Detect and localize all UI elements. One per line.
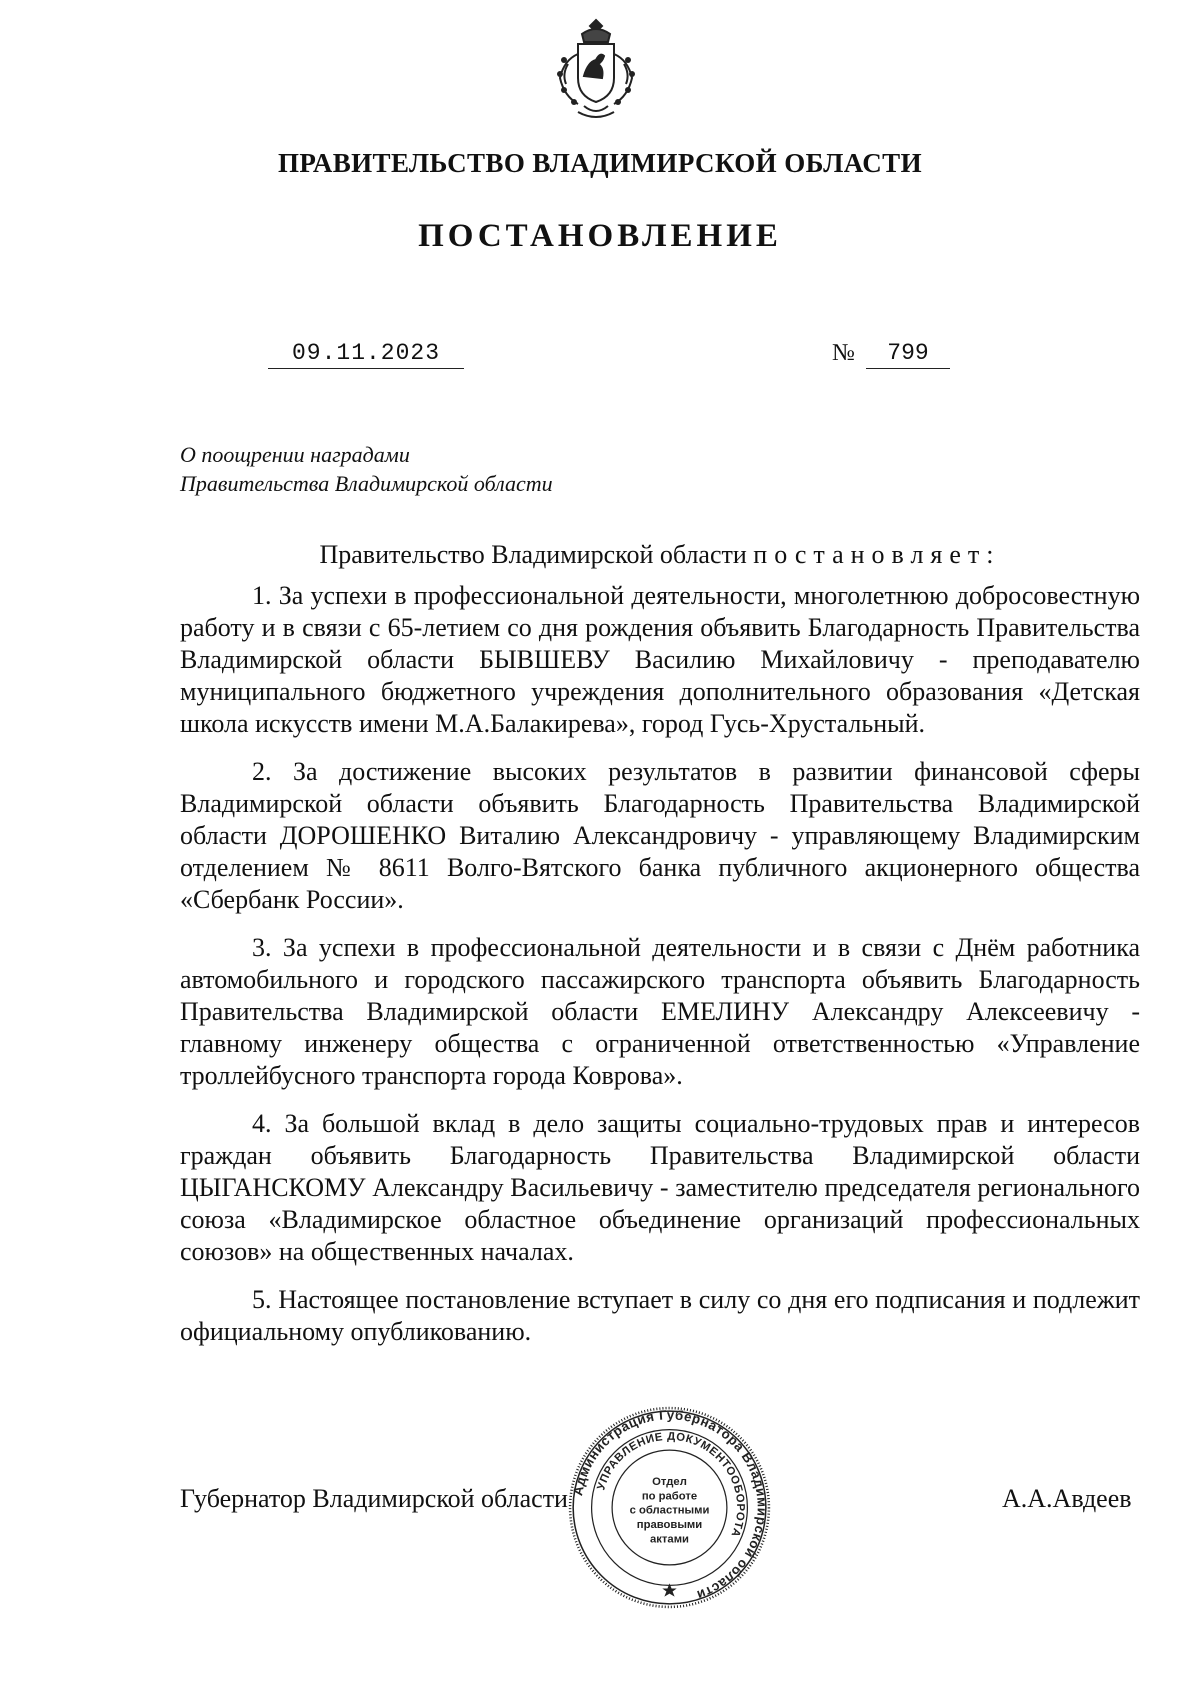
- paragraph-5: 5. Настоящее постановление вступает в силу со дня его подписания и подлежит официальному опубликованию.: [180, 1285, 1140, 1346]
- stamp-outer-text: Администрация Губернатора Владимирской области: [570, 1407, 770, 1604]
- signer-title: Губернатор Владимирской области: [180, 1484, 568, 1513]
- paragraph-3: 3. За успехи в профессиональной деятельности и в связи с Днём работника автомобильного и городского пассажирского транспорта объявить Благодарность Правительства Владимирской области ЕМЕЛИНУ Александру Алексеевичу - главному инженеру общества с ограниченной ответственностью «Управление троллейбусного транспорта города Коврова».: [180, 933, 1140, 1090]
- intro-lead: Правительство Владимирской области: [319, 540, 754, 569]
- stamp-center-line-4: правовыми: [636, 1519, 703, 1531]
- document-type-title: ПОСТАНОВЛЕНИЕ: [418, 218, 782, 254]
- stamp-center-line-2: по работе: [641, 1490, 698, 1503]
- stamp-inner-text: УПРАВЛЕНИЕ ДОКУМЕНТООБОРОТА: [595, 1430, 747, 1539]
- document-date: 09.11.2023: [268, 340, 464, 369]
- government-title: ПРАВИТЕЛЬСТВО ВЛАДИМИРСКОЙ ОБЛАСТИ: [278, 148, 922, 178]
- paragraph-4: 4. За большой вклад в дело защиты социально-трудовых прав и интересов граждан объявить Благодарность Правительства Владимирской области ЦЫГАНСКОМУ Александру Васильевичу - заместителю председателя регионального союза «Владимирское областное объединение организаций профессиональных союзов» на общественных началах.: [180, 1109, 1140, 1266]
- stamp-center-line-3: с областными: [629, 1504, 710, 1517]
- official-stamp: [567, 1405, 772, 1610]
- signer-name: А.А.Авдеев: [1002, 1484, 1132, 1513]
- paragraph-2: 2. За достижение высоких результатов в развитии финансовой сферы Владимирской области объявить Благодарность Правительства Владимирской области ДОРОШЕНКО Виталию Александровичу - управляющему Владимирским отделением № 8611 Волго-Вятского банка публичного акционерного общества «Сбербанк России».: [180, 757, 1140, 914]
- resolution-body: [180, 580, 1140, 1364]
- subject-line-1: О поощрении наградами: [180, 442, 410, 467]
- stamp-center-line-1: Отдел: [652, 1475, 687, 1488]
- number-label: №: [832, 340, 855, 366]
- paragraph-1: 1. За успехи в профессиональной деятельности, многолетнюю добросовестную работу и в связи с 65-летием со дня рождения объявить Благодарность Правительства Владимирской области БЫВШЕВУ Василию Михайловичу - преподавателю муниципального бюджетного учреждения дополнительного образования «Детская школа искусств имени М.А.Балакирева», город Гусь-Хрустальный.: [180, 581, 1140, 738]
- intro-verb: постановляет:: [753, 540, 1001, 569]
- stamp-center-line-5: актами: [650, 1533, 689, 1546]
- resolution-intro: [180, 540, 1140, 570]
- document-subject: [180, 440, 553, 498]
- document-number: 799: [866, 340, 950, 369]
- subject-line-2: Правительства Владимирской области: [180, 471, 553, 496]
- coat-of-arms-icon: [548, 14, 644, 124]
